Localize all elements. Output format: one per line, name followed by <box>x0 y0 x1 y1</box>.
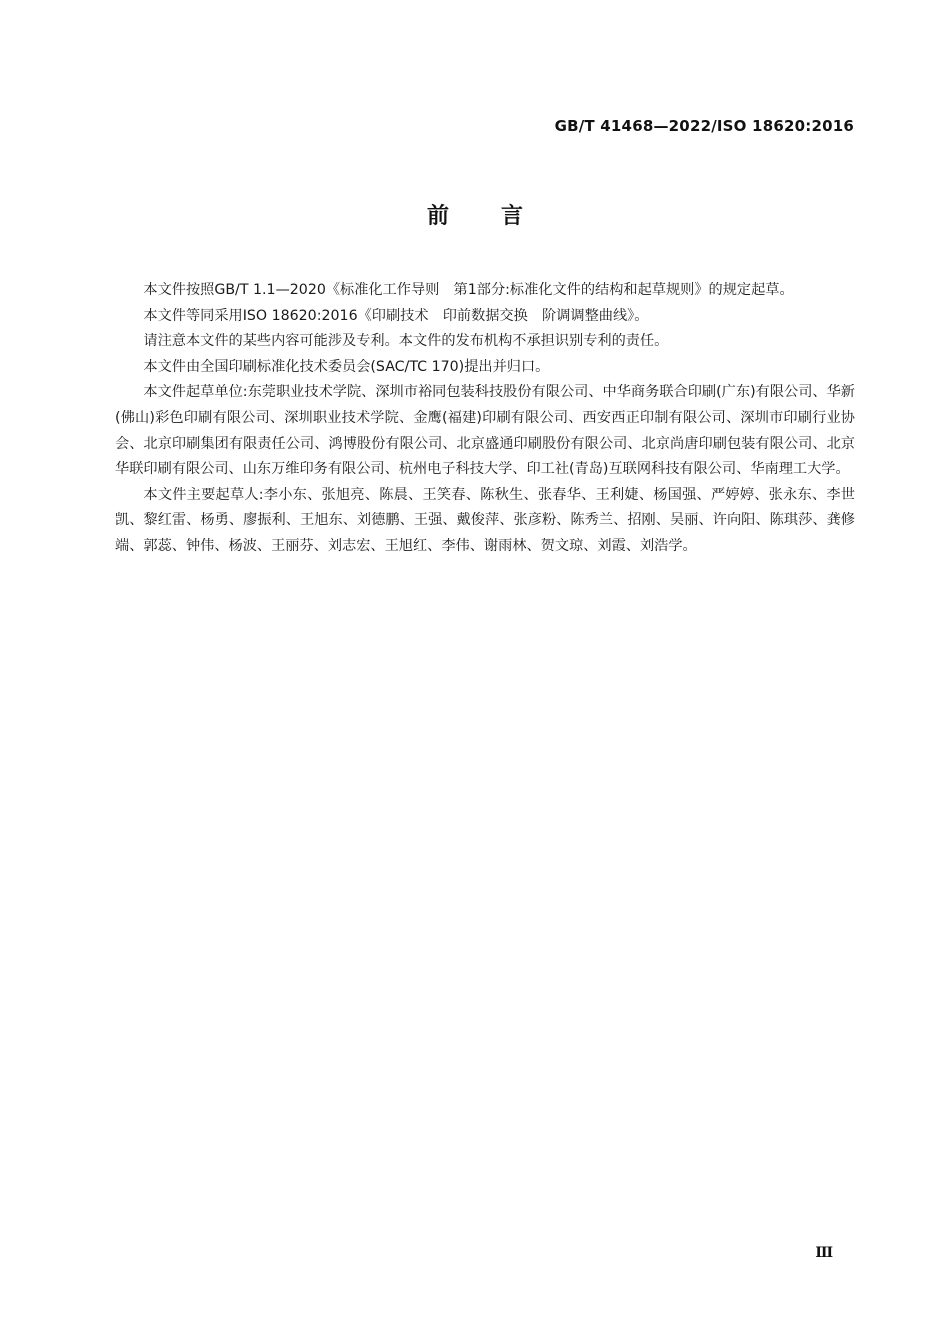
page-number: III <box>815 1245 832 1261</box>
paragraph-committee: 本文件由全国印刷标准化技术委员会(SAC/TC 170)提出并归口。 <box>143 358 550 375</box>
paragraph-drafting-rules: 本文件按照GB/T 1.1—2020《标准化工作导则 第1部分:标准化文件的结构和起草规则》的规定起草。 <box>143 282 794 298</box>
paragraph-drafting-units: 本文件起草单位:东莞职业技术学院、深圳市裕同包装科技股份有限公司、中华商务联合印刷(广东)有限公司、华新(佛山)彩色印刷有限公司、深圳职业技术学院、金鹰(福建)印刷有限公司、西安西正印制有限公司、深圳市印刷行业协会、北京印刷集团有限责任公司、鸿博股份有限公司、北京盛通印刷股份有限公司、北京尚唐印刷包装有限公司、北京华联印刷有限公司、山东万维印务有限公司、杭州电子科技大学、印工社(青岛)互联网科技有限公司、华南理工大学。 <box>115 384 855 478</box>
paragraph-adoption: 本文件等同采用ISO 18620:2016《印刷技术 印前数据交换 阶调调整曲线》。 <box>143 307 649 324</box>
paragraph-patent-notice: 请注意本文件的某些内容可能涉及专利。本文件的发布机构不承担识别专利的责任。 <box>143 333 669 350</box>
paragraph-drafters: 本文件主要起草人:李小东、张旭亮、陈晨、王笑春、陈秋生、张春华、王利婕、杨国强、严婷婷、张永东、李世凯、黎红雷、杨勇、廖振利、王旭东、刘德鹏、王强、戴俊萍、张彦粉、陈秀兰、招刚、吴丽、许向阳、陈琪莎、龚修端、郭蕊、钟伟、杨波、王丽芬、刘志宏、王旭红、李伟、谢雨林、贺文琼、刘霞、刘浩学。 <box>115 486 855 554</box>
foreword-body <box>115 278 855 560</box>
page-title: 前言 <box>426 204 575 229</box>
standard-number: GB/T 41468—2022/ISO 18620:2016 <box>554 117 854 135</box>
